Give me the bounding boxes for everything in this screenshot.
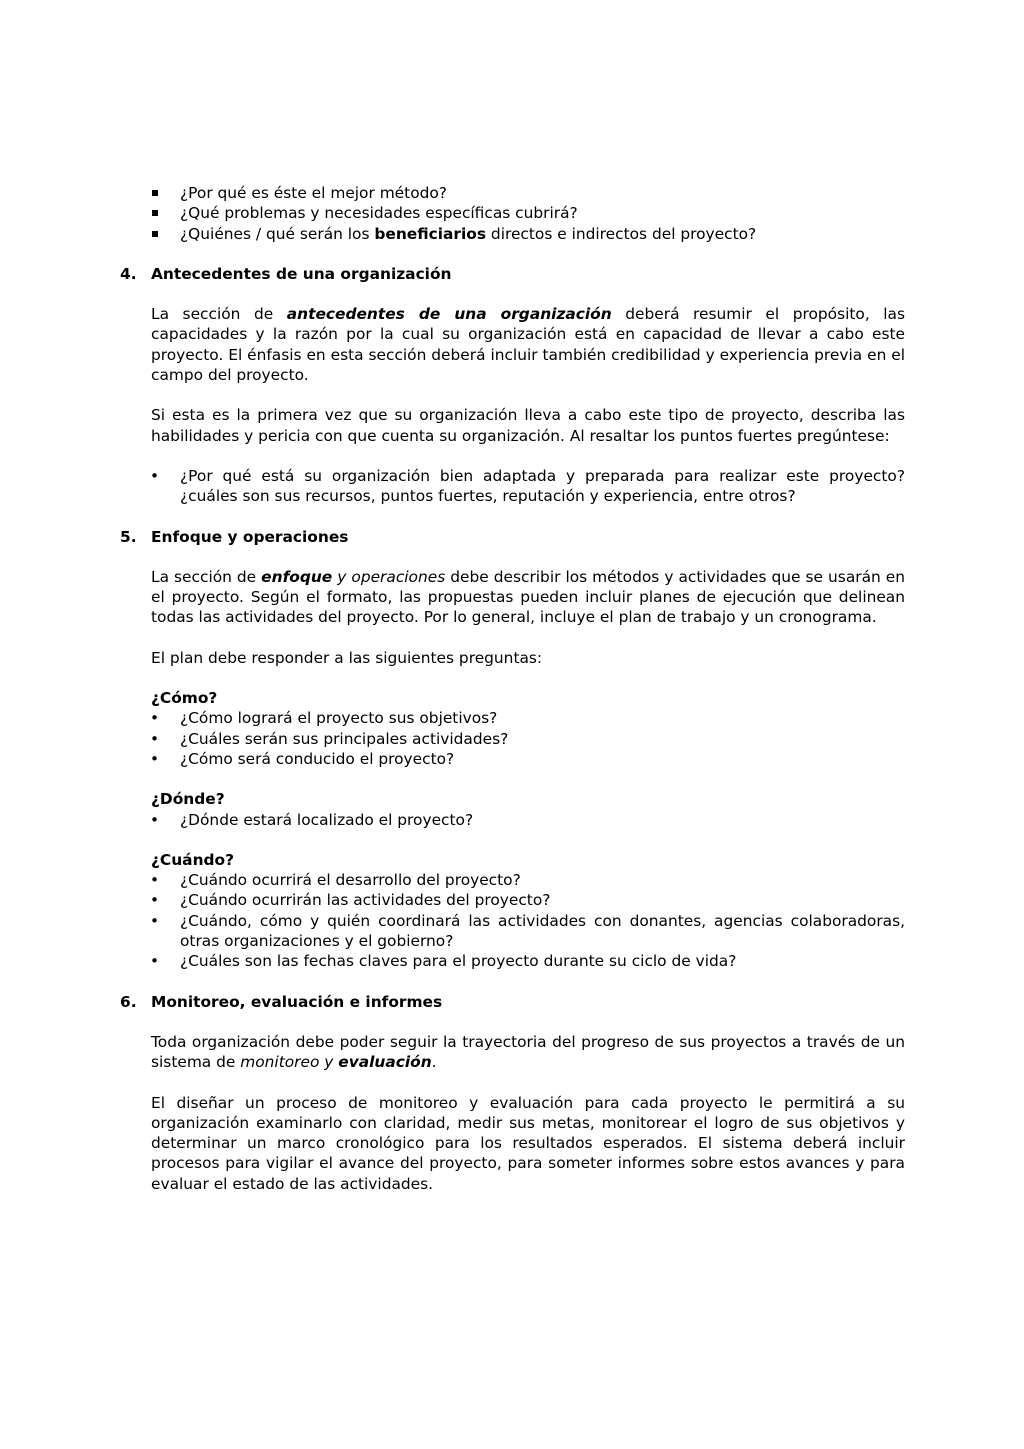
list-item: • ¿Cuáles serán sus principales actividades? bbox=[150, 729, 905, 749]
section-number: 4. bbox=[120, 264, 137, 283]
paragraph: El diseñar un proceso de monitoreo y evaluación para cada proyecto le permitirá a su organización examinarlo con claridad, medir sus metas, monitorear el logro de sus objetivos y determinar un marco cronológico para los resultados esperados. El sistema deberá incluir procesos para vigilar el avance del proyecto, para someter informes sobre estos avances y para evaluar el estado de las actividades. bbox=[151, 1093, 905, 1193]
list-item: • ¿Cómo logrará el proyecto sus objetivos? bbox=[150, 708, 905, 728]
section-title: Antecedentes de una organización bbox=[151, 264, 452, 283]
bullet-list bbox=[150, 870, 905, 971]
section-heading bbox=[120, 527, 905, 547]
subheading-como: ¿Cómo? bbox=[151, 689, 218, 708]
list-item: ¿Por qué es éste el mejor método? bbox=[120, 183, 905, 203]
section-title: Enfoque y operaciones bbox=[151, 527, 349, 546]
section-antecedentes bbox=[120, 264, 905, 507]
section-number: 5. bbox=[120, 527, 137, 546]
list-item: • ¿Cuáles son las fechas claves para el proyecto durante su ciclo de vida? bbox=[150, 951, 905, 971]
section-number: 6. bbox=[120, 992, 137, 1011]
paragraph: Toda organización debe poder seguir la trayectoria del progreso de sus proyectos a través de un sistema de monitoreo y evaluación. bbox=[151, 1032, 905, 1072]
list-item: • ¿Por qué está su organización bien adaptada y preparada para realizar este proyecto? ¿cuáles son sus recursos, puntos fuertes, reputación y experiencia, entre otros? bbox=[150, 466, 905, 507]
paragraph: La sección de enfoque y operaciones debe describir los métodos y actividades que se usarán en el proyecto. Según el formato, las propuestas pueden incluir planes de ejecución que delinean todas las actividades del proyecto. Por lo general, incluye el plan de trabajo y un cronograma. bbox=[151, 567, 906, 627]
subheading-cuando: ¿Cuándo? bbox=[151, 850, 235, 869]
intro-bullet-list bbox=[120, 183, 905, 244]
bullet-list bbox=[150, 810, 905, 830]
section-heading bbox=[120, 992, 905, 1012]
list-item: ¿Quiénes / qué serán los beneficiarios directos e indirectos del proyecto? bbox=[120, 224, 905, 244]
section-monitoreo bbox=[120, 992, 905, 1194]
list-item: • ¿Cómo será conducido el proyecto? bbox=[150, 749, 905, 769]
list-item: • ¿Cuándo ocurrirá el desarrollo del proyecto? bbox=[150, 870, 905, 890]
list-item: • ¿Cuándo ocurrirán las actividades del proyecto? bbox=[150, 890, 905, 910]
page-content bbox=[120, 183, 905, 1194]
paragraph: Si esta es la primera vez que su organización lleva a cabo este tipo de proyecto, describa las habilidades y pericia con que cuenta su organización. Al resaltar los puntos fuertes pregúntese: bbox=[151, 406, 905, 445]
section-title: Monitoreo, evaluación e informes bbox=[151, 992, 443, 1011]
list-item: • ¿Cuándo, cómo y quién coordinará las actividades con donantes, agencias colaboradoras, otras organizaciones y el gobierno? bbox=[150, 911, 905, 952]
section-enfoque bbox=[120, 527, 905, 972]
paragraph: La sección de antecedentes de una organización deberá resumir el propósito, las capacidades y la razón por la cual su organización está en capacidad de llevar a cabo este proyecto. El énfasis en esta sección deberá incluir también credibilidad y experiencia previa en el campo del proyecto. bbox=[151, 305, 906, 385]
section-heading bbox=[120, 264, 905, 284]
list-item: • ¿Dónde estará localizado el proyecto? bbox=[150, 810, 905, 830]
bullet-list bbox=[150, 708, 905, 769]
list-item: ¿Qué problemas y necesidades específicas cubrirá? bbox=[120, 203, 905, 223]
subheading-donde: ¿Dónde? bbox=[151, 790, 225, 809]
paragraph: El plan debe responder a las siguientes preguntas: bbox=[151, 648, 543, 667]
bullet-list bbox=[150, 466, 905, 507]
